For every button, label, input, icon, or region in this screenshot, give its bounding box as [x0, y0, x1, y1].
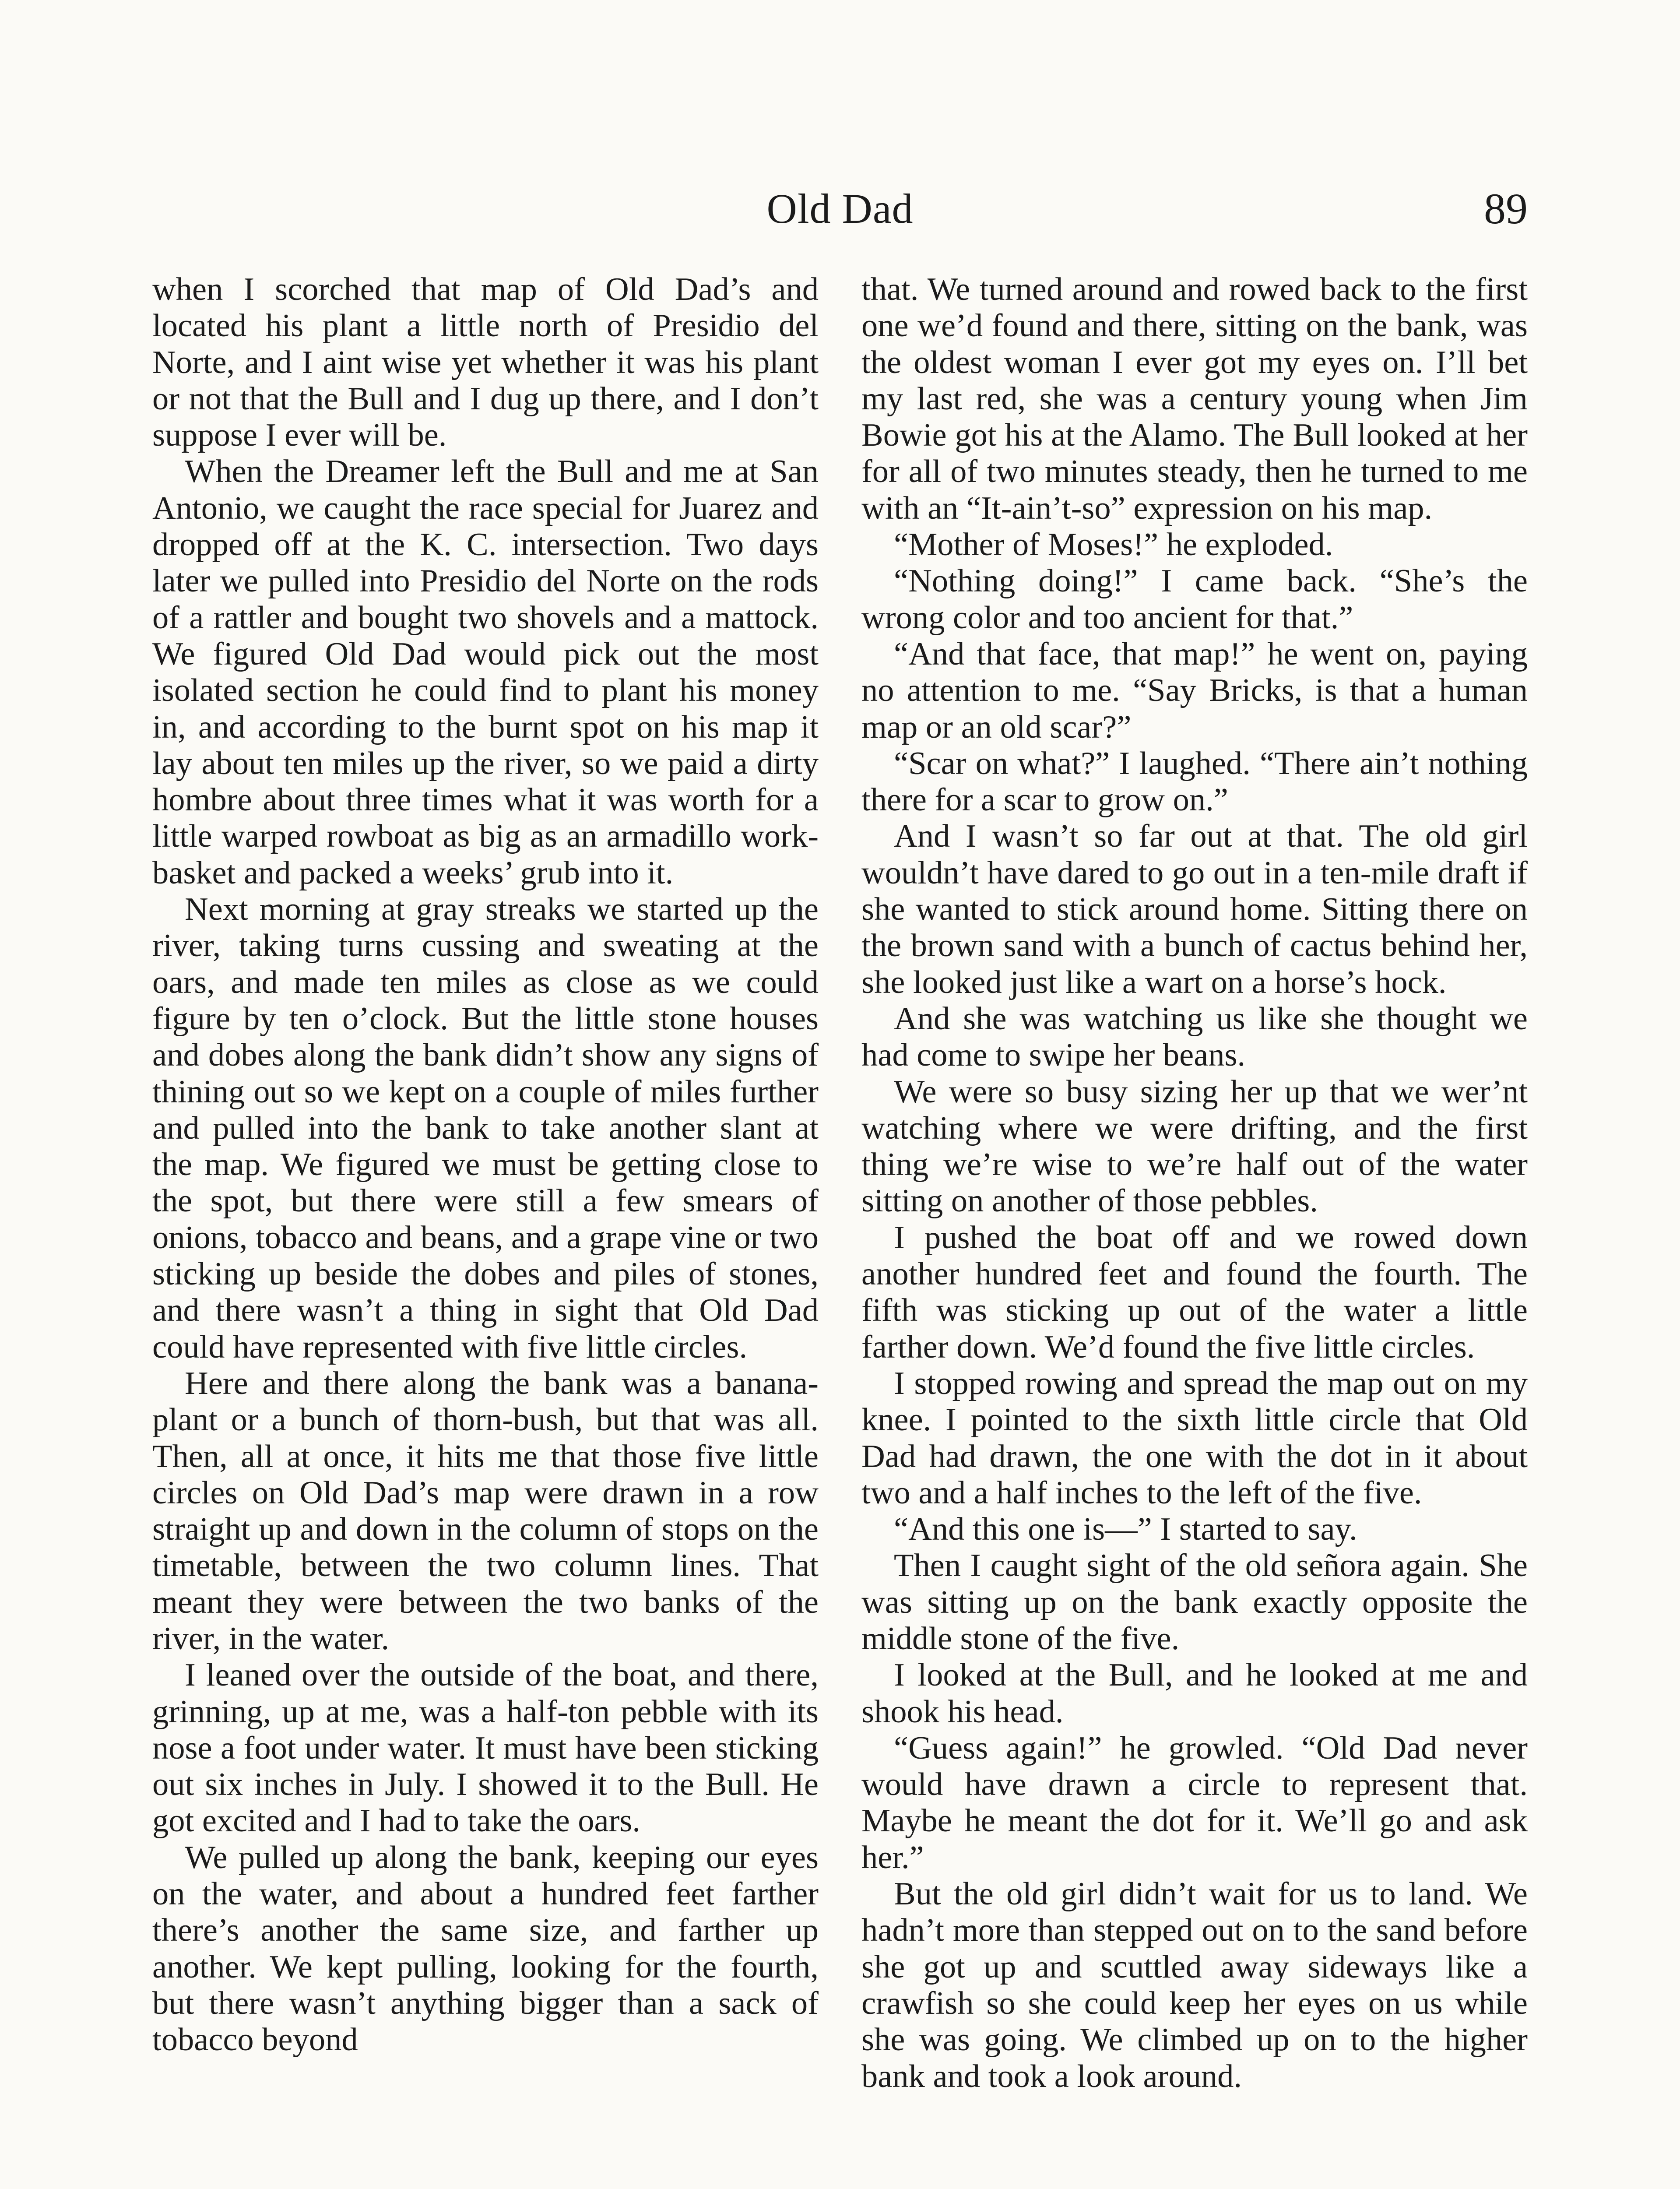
- paragraph: I leaned over the outside of the boat, and there, grinning, up at me, was a half-ton pebble with its nose a foot under water. It must have been sticking out six inches in July. I showed it to the Bull. He got excited and I had to take the oars.: [152, 1657, 819, 1839]
- paragraph: “Mother of Moses!” he exploded.: [894, 527, 1333, 563]
- paragraph: I pushed the boat off and we rowed down another hundred feet and found the fourth. The fifth was sticking up out of the water a little farther down. We’d found the five little circles.: [861, 1219, 1528, 1365]
- paragraph: that. We turned around and rowed back to the first one we’d found and there, sitting on the bank, was the oldest woman I ever got my eyes on. I’ll bet my last red, she was a century young when Jim Bowie got his at the Alamo. The Bull looked at her for all of two minutes steady, then he turned to me with an “It-ain’t-so” expression on his map.: [861, 271, 1528, 526]
- page-header: [152, 180, 1528, 237]
- page-number: 89: [1484, 184, 1528, 233]
- paragraph: Here and there along the bank was a banana-plant or a bunch of thorn-bush, but that was all. Then, all at once, it hits me that those five little circles on Old Dad’s map were drawn in a row straight up and down in the column of stops on the timetable, between the two column lines. That meant they were between the two banks of the river, in the water.: [152, 1365, 819, 1657]
- running-head: Old Dad: [766, 185, 914, 232]
- paragraph: Next morning at gray streaks we started up the river, taking turns cussing and sweating at the oars, and made ten miles as close as we could figure by ten o’clock. But the little stone houses and dobes along the bank didn’t show any signs of thining out so we kept on a couple of miles further and pulled into the bank to take another slant at the map. We figured we must be getting close to the spot, but there were still a few smears of onions, tobacco and beans, and a grape vine or two sticking up beside the dobes and piles of stones, and there wasn’t a thing in sight that Old Dad could have represented with five little circles.: [152, 891, 819, 1365]
- paragraph: But the old girl didn’t wait for us to land. We hadn’t more than stepped out on to the sand before she got up and scuttled away sideways like a crawfish so she could keep her eyes on us while she was going. We climbed up on to the higher bank and took a look around.: [861, 1876, 1528, 2094]
- paragraph: We pulled up along the bank, keeping our eyes on the water, and about a hundred feet farther there’s another the same size, and farther up another. We kept pulling, looking for the fourth, but there wasn’t anything bigger than a sack of tobacco beyond: [152, 1839, 819, 2058]
- left-column: [152, 271, 819, 2059]
- paragraph: “Guess again!” he growled. “Old Dad never would have drawn a circle to represent that. Maybe he meant the dot for it. We’ll go and ask her.”: [861, 1730, 1528, 1876]
- paragraph: And I wasn’t so far out at that. The old girl wouldn’t have dared to go out in a ten-mile draft if she wanted to stick around home. Sitting there on the brown sand with a bunch of cactus behind her, she looked just like a wart on a horse’s hock.: [861, 818, 1528, 1000]
- paragraph: I stopped rowing and spread the map out on my knee. I pointed to the sixth little circle that Old Dad had drawn, the one with the dot in it about two and a half inches to the left of the five.: [861, 1365, 1528, 1511]
- paragraph: Then I caught sight of the old señora again. She was sitting up on the bank exactly opposite the middle stone of the five.: [861, 1548, 1528, 1657]
- paragraph: when I scorched that map of Old Dad’s and located his plant a little north of Presidio del Norte, and I aint wise yet whether it was his plant or not that the Bull and I dug up there, and I don’t suppose I ever will be.: [152, 271, 819, 454]
- paragraph: “And this one is—” I started to say.: [894, 1511, 1357, 1548]
- paragraph: We were so busy sizing her up that we wer’nt watching where we were drifting, and the first thing we’re wise to we’re half out of the water sitting on another of those pebbles.: [861, 1073, 1528, 1219]
- paragraph: “Scar on what?” I laughed. “There ain’t nothing there for a scar to grow on.”: [861, 745, 1528, 818]
- paragraph: When the Dreamer left the Bull and me at San Antonio, we caught the race special for Juarez and dropped off at the K. C. intersection. Two days later we pulled into Presidio del Norte on the rods of a rattler and bought two shovels and a mattock. We figured Old Dad would pick out the most isolated section he could find to plant his money in, and according to the burnt spot on his map it lay about ten miles up the river, so we paid a dirty hombre about three times what it was worth for a little warped rowboat as big as an armadillo work-basket and packed a weeks’ grub into it.: [152, 454, 819, 891]
- paragraph: “And that face, that map!” he went on, paying no attention to me. “Say Bricks, is that a human map or an old scar?”: [861, 636, 1528, 745]
- right-column: [861, 271, 1528, 2095]
- paragraph: And she was watching us like she thought we had come to swipe her beans.: [861, 1000, 1528, 1073]
- paragraph: “Nothing doing!” I came back. “She’s the wrong color and too ancient for that.”: [861, 563, 1528, 636]
- paragraph: I looked at the Bull, and he looked at me and shook his head.: [861, 1657, 1528, 1730]
